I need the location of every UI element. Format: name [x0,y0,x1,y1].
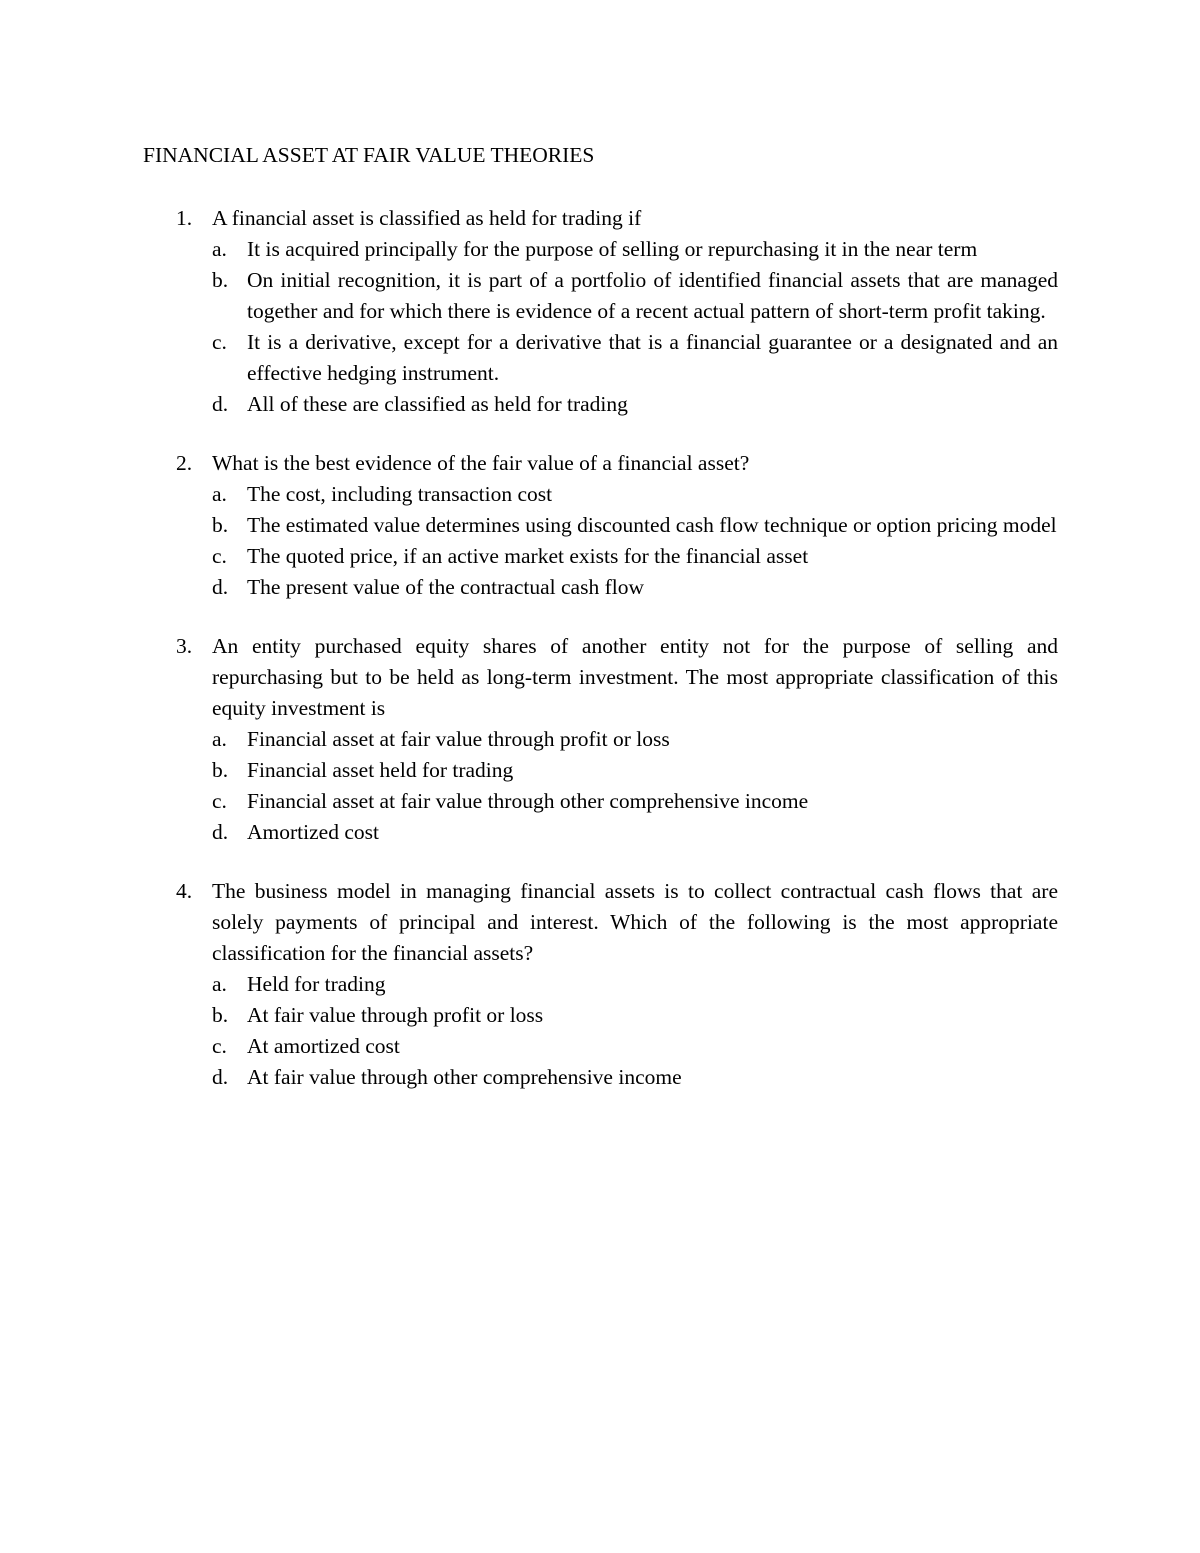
option-list [212,969,1058,1093]
document-title: FINANCIAL ASSET AT FAIR VALUE THEORIES [143,143,595,167]
option-3a [212,724,1058,755]
question-text: A financial asset is classified as held for trading if [212,206,642,230]
option-text: All of these are classified as held for trading [247,392,628,416]
option-letter: d. [212,1065,229,1089]
option-2c [212,541,1058,572]
option-text: Amortized cost [247,820,379,844]
option-text: On initial recognition, it is part of a portfolio of identified financial assets that are managed together and for which there is evidence of a recent actual pattern of short-term profit taking. [247,268,1058,323]
option-letter: a. [212,482,227,506]
option-letter: c. [212,544,227,568]
option-3c [212,786,1058,817]
option-letter: c. [212,789,227,813]
option-letter: a. [212,972,227,996]
question-4 [176,876,1058,1093]
option-4a [212,969,1058,1000]
option-text: The cost, including transaction cost [247,482,553,506]
option-letter: b. [212,513,229,537]
option-letter: c. [212,330,227,354]
option-text: Financial asset at fair value through other comprehensive income [247,789,809,813]
option-4c [212,1031,1058,1062]
option-3b [212,755,1058,786]
option-text: Held for trading [247,972,386,996]
option-2a [212,479,1058,510]
question-2 [176,448,1058,603]
option-1d [212,389,1058,420]
option-1b [212,265,1058,327]
option-1c [212,327,1058,389]
option-letter: d. [212,575,229,599]
option-letter: d. [212,820,229,844]
option-text: It is a derivative, except for a derivative that is a financial guarantee or a designated and an effective hedging instrument. [247,330,1058,385]
option-2b [212,510,1058,541]
option-letter: d. [212,392,229,416]
option-text: It is acquired principally for the purpose of selling or repurchasing it in the near term [247,237,978,261]
option-3d [212,817,1058,848]
question-list [176,203,1058,1093]
option-letter: a. [212,237,227,261]
question-1 [176,203,1058,420]
option-letter: a. [212,727,227,751]
option-letter: b. [212,758,229,782]
question-3 [176,631,1058,848]
question-text: An entity purchased equity shares of another entity not for the purpose of selling and repurchasing but to be held as long-term investment. The most appropriate classification of this equity investment is [212,634,1058,720]
question-number: 3. [176,634,193,658]
option-text: The estimated value determines using discounted cash flow technique or option pricing model [247,513,1057,537]
question-text: What is the best evidence of the fair value of a financial asset? [212,451,750,475]
question-text: The business model in managing financial assets is to collect contractual cash flows that are solely payments of principal and interest. Which of the following is the most appropriate classification for the financial assets? [212,879,1058,965]
question-number: 2. [176,451,193,475]
option-list [212,724,1058,848]
option-text: The present value of the contractual cash flow [247,575,644,599]
question-number: 1. [176,206,193,230]
option-text: At amortized cost [247,1034,400,1058]
option-text: Financial asset at fair value through profit or loss [247,727,670,751]
question-number: 4. [176,879,193,903]
option-text: Financial asset held for trading [247,758,514,782]
option-letter: c. [212,1034,227,1058]
option-4d [212,1062,1058,1093]
option-list [212,234,1058,420]
option-letter: b. [212,268,229,292]
option-letter: b. [212,1003,229,1027]
option-text: At fair value through profit or loss [247,1003,544,1027]
option-text: At fair value through other comprehensive income [247,1065,682,1089]
option-4b [212,1000,1058,1031]
option-2d [212,572,1058,603]
option-1a [212,234,1058,265]
option-list [212,479,1058,603]
option-text: The quoted price, if an active market exists for the financial asset [247,544,809,568]
